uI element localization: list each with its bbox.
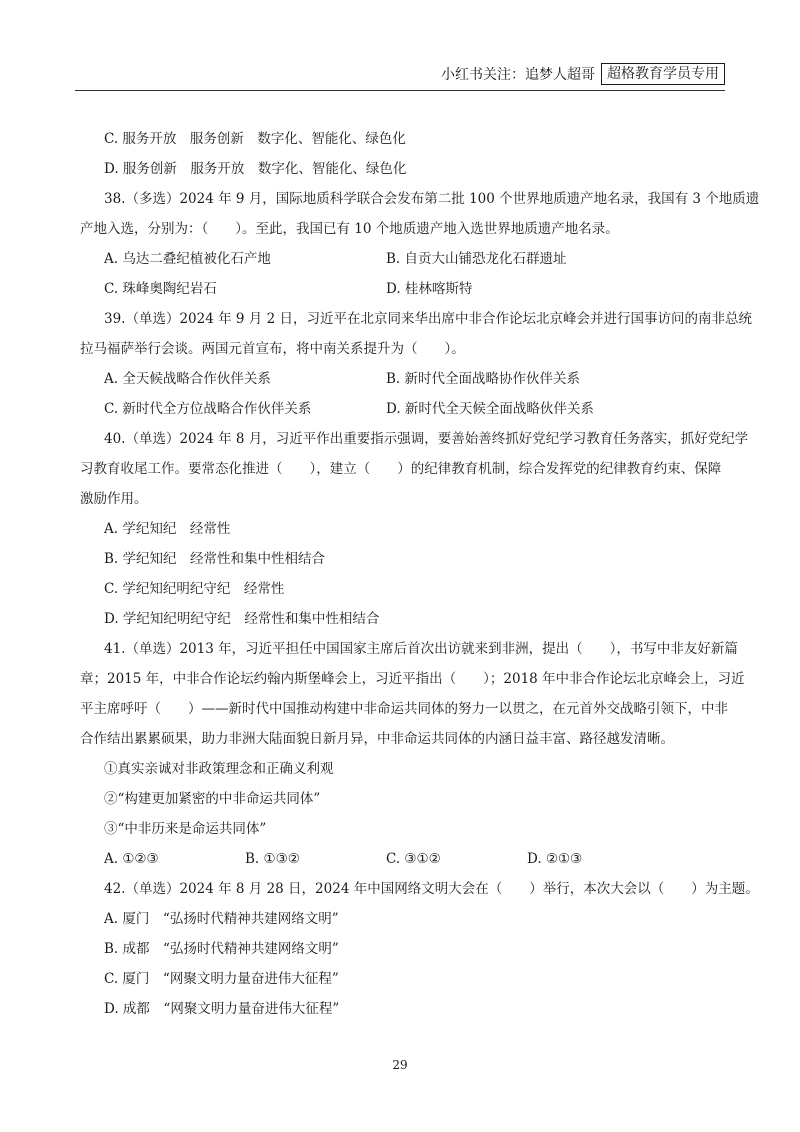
option-a: A. ①②③	[104, 851, 159, 867]
option-b: B. 新时代全面战略协作伙伴关系	[386, 371, 581, 387]
option-a: A. 全天候战略合作伙伴关系	[104, 371, 271, 387]
option-a: A. 学纪知纪 经常性	[104, 521, 231, 537]
option-d: D. 学纪知纪明纪守纪 经常性和集中性相结合	[104, 611, 380, 627]
question-41	[80, 634, 745, 874]
option-c: C. ③①②	[386, 851, 441, 867]
page-number: 29	[392, 1058, 408, 1072]
option-c: C. 新时代全方位战略合作伙伴关系	[104, 401, 312, 417]
question-40	[80, 424, 749, 634]
option-c: C. 珠峰奥陶纪岩石	[104, 281, 217, 297]
statement-item: ③“中非历来是命运共同体”	[104, 821, 267, 837]
header-follow-text: 小红书关注：追梦人超哥	[441, 67, 595, 83]
page-content	[80, 124, 760, 1024]
question-stem-line: 40.（单选）2024 年 8 月，习近平作出重要指示强调，要善始善终抓好党纪学习教育任务落实，抓好党纪学	[104, 431, 749, 447]
statement-item: ②“构建更加紧密的中非命运共同体”	[104, 791, 321, 807]
option-d: D. ②①③	[527, 851, 583, 867]
option-a: A. 乌达二叠纪植被化石产地	[104, 251, 271, 267]
question-stem-line: 章；2015 年，中非合作论坛约翰内斯堡峰会上，习近平指出（ ）；2018 年中非合作论坛北京峰会上，习近	[80, 671, 745, 687]
option-b: B. 学纪知纪 经常性和集中性相结合	[104, 551, 326, 567]
question-stem-line: 41.（单选）2013 年，习近平担任中国国家主席后首次出访就来到非洲，提出（ ），书写中非友好新篇	[104, 641, 738, 657]
option-d: D. 成都 “网聚文明力量奋进伟大征程”	[104, 1001, 340, 1017]
option-row	[104, 394, 724, 424]
question-stem-line: 激励作用。	[80, 491, 148, 507]
question-stem-line: 习教育收尾工作。要常态化推进（ ），建立（ ）的纪律教育机制，综合发挥党的纪律教育约束、保障	[80, 461, 722, 477]
question-stem-line: 平主席呼吁（ ）——新时代中国推动构建中非命运共同体的努力一以贯之，在元首外交战略引领下，中非	[80, 701, 728, 717]
option-row	[104, 844, 724, 874]
question-stem-line: 42.（单选）2024 年 8 月 28 日，2024 年中国网络文明大会在（ ）举行，本次大会以（ ）为主题。	[104, 881, 759, 897]
option-b: B. 自贡大山铺恐龙化石群遗址	[386, 251, 567, 267]
header-divider	[75, 90, 725, 91]
option-d: D. 桂林喀斯特	[386, 281, 473, 297]
option-row	[104, 274, 724, 304]
question-stem-line: 产地入选，分别为：（ ）。至此，我国已有 10 个地质遗产地入选世界地质遗产地名录。	[80, 221, 619, 237]
option-d: D. 服务创新 服务开放 数字化、智能化、绿色化	[104, 161, 407, 177]
option-b: B. 成都 “弘扬时代精神共建网络文明”	[104, 941, 339, 957]
question-38	[80, 184, 760, 304]
page-header	[441, 62, 725, 86]
question-stem-line: 39.（单选）2024 年 9 月 2 日，习近平在北京同来华出席中非合作论坛北京峰会并进行国事访问的南非总统	[104, 311, 752, 327]
question-stem-line: 38.（多选）2024 年 9 月，国际地质科学联合会发布第二批 100 个世界地质遗产地名录，我国有 3 个地质遗	[104, 191, 760, 207]
previous-question-options	[104, 124, 724, 184]
question-stem-line: 拉马福萨举行会谈。两国元首宣布，将中南关系提升为（ ）。	[80, 341, 465, 357]
statement-item: ①真实亲诚对非政策理念和正确义利观	[104, 761, 334, 777]
option-a: A. 厦门 “弘扬时代精神共建网络文明”	[104, 911, 339, 927]
option-row	[104, 364, 724, 394]
option-c: C. 学纪知纪明纪守纪 经常性	[104, 581, 285, 597]
question-42	[104, 874, 759, 1024]
header-badge: 超格教育学员专用	[601, 63, 725, 85]
option-c: C. 服务开放 服务创新 数字化、智能化、绿色化	[104, 131, 406, 147]
question-39	[80, 304, 752, 424]
option-d: D. 新时代全天候全面战略伙伴关系	[386, 401, 594, 417]
option-b: B. ①③②	[245, 851, 300, 867]
question-stem-line: 合作结出累累硕果，助力非洲大陆面貌日新月异，中非命运共同体的内涵日益丰富、路径越发清晰。	[80, 731, 674, 747]
option-c: C. 厦门 “网聚文明力量奋进伟大征程”	[104, 971, 339, 987]
option-row	[104, 244, 724, 274]
